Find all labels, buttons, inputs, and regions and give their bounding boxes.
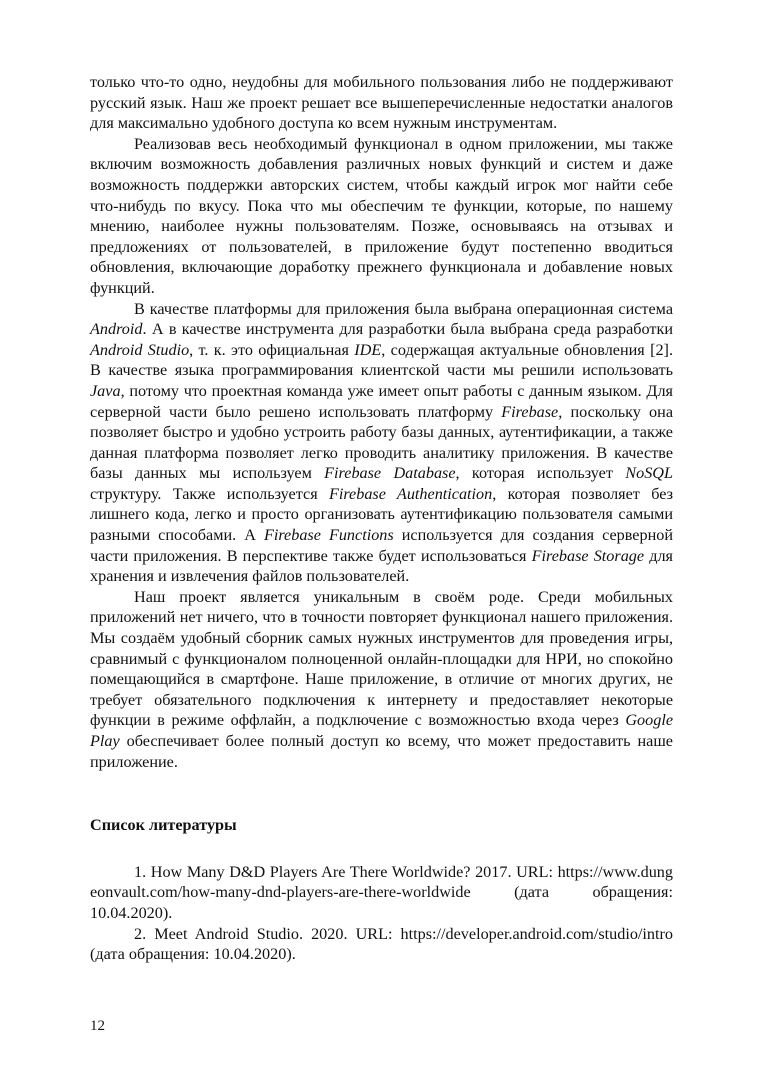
paragraph-1: только что-то одно, неудобны для мобильного пользования либо не поддерживают русский язык. Наш же проект решает все вышеперечисленные недостатки аналогов для максимально удобного доступа ко всем нужным инструментам. [90,73,673,133]
term-google-play: Google Play [90,711,673,750]
page-content [90,72,673,965]
term-nosql: NoSQL [625,464,673,483]
reference-item-1: 1. How Many D&D Players Are There Worldwide? 2017. URL: https://www.dungeonvault.com/how-many-dnd-players-are-there-worldwide (дата обращения: 10.04.2020). [90,862,673,922]
term-android: Android [90,320,143,339]
term-android-studio: Android Studio [90,340,190,359]
term-java: Java [90,381,121,400]
reference-2-url[interactable]: https://developer.android.com/studio/intro [400,924,673,943]
references-list [90,862,673,965]
term-firebase-database: Firebase Database [324,464,456,483]
reference-1-url[interactable]: https://www.dungeonvault.com/how-many-dnd-players-are-there-worldwide [90,862,673,902]
page-number: 12 [90,1018,105,1034]
references-heading: Список литературы [90,816,237,835]
term-firebase-storage: Firebase Storage [531,546,645,565]
paragraph-4: Наш проект является уникальным в своём роде. Среди мобильных приложений нет ничего, что в точности повторяет функционал нашего приложения. Мы создаём удобный сборник самых нужных инструментов для проведения игры, сравнимый с функционалом полноценной онлайн-площадки для НРИ, но спокойно помещающийся в смартфоне. Наше приложение, в отличие от многих других, не требует обязательного подключения к интернету и предоставляет некоторые функции в режиме оффлайн, а подключение с возможностью входа через Google Play обеспечивает более полный доступ ко всему, что может предоставить наше приложение. [90,587,673,771]
term-firebase-functions: Firebase Functions [263,526,394,545]
reference-item-2: 2. Meet Android Studio. 2020. URL: https://developer.android.com/studio/intro (дата обращения: 10.04.2020). [90,924,673,964]
term-firebase-authentication: Firebase Authentication [328,484,493,503]
paragraph-3: В качестве платформы для приложения была выбрана операционная система Android. А в качестве инструмента для разработки была выбрана среда разработки Android Studio, т. к. это официальная IDE, содержащая актуальные обновления [2]. В качестве языка программирования клиентской части мы решили использовать Java, потому что проектная команда уже имеет опыт работы с данным языком. Для серверной части было решено использовать платформу Firebase, поскольку она позволяет быстро и удобно устроить работу базы данных, аутентификации, а также данная платформа позволяет легко проводить аналитику приложения. В качестве базы данных мы используем Firebase Database, которая использует NoSQL структуру. Также используется Firebase Authentication, которая позволяет без лишнего кода, легко и просто организовать аутентификацию пользователя самыми разными способами. А Firebase Functions используется для создания серверной части приложения. В перспективе также будет использоваться Firebase Storage для хранения и извлечения файлов пользователей. [90,299,674,586]
term-firebase: Firebase [501,402,559,421]
term-ide: IDE [354,340,382,359]
paragraph-2: Реализовав весь необходимый функционал в одном приложении, мы также включим возможность добавления различных новых функций и систем и даже возможность поддержки авторских систем, чтобы каждый игрок мог найти себе что-нибудь по вкусу. Пока что мы обеспечим те функции, которые, по нашему мнению, наиболее нужны пользователям. Позже, основываясь на отзывах и предложениях от пользователей, в приложение будут постепенно вводиться обновления, включающие доработку прежнего функционала и добавление новых функций. [90,134,673,297]
